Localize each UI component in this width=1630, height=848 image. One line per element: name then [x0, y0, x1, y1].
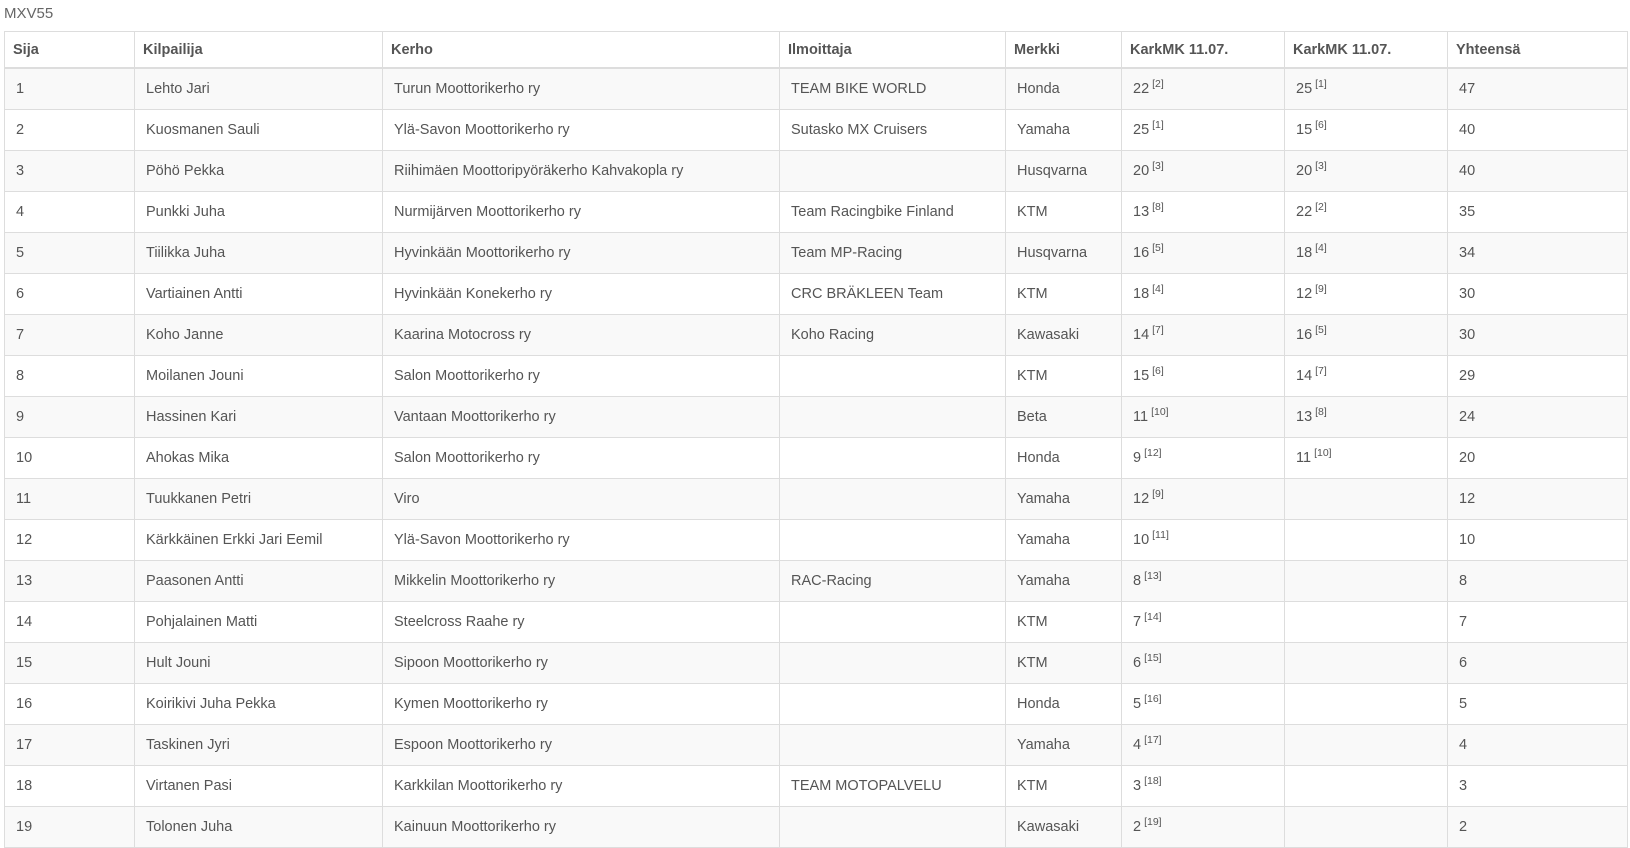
total-points-cell: 12 [1448, 479, 1628, 520]
table-row [5, 356, 1628, 397]
race-2-points-cell [1285, 68, 1448, 110]
race-points: 18 [1133, 286, 1150, 302]
entrant-cell: RAC-Racing [780, 561, 1006, 602]
race-1-points-cell [1122, 766, 1285, 807]
club-cell: Viro [383, 479, 780, 520]
race-1-points-cell [1122, 684, 1285, 725]
race-points: 22 [1296, 204, 1313, 220]
entrant-cell: Koho Racing [780, 315, 1006, 356]
rank-cell: 18 [5, 766, 135, 807]
race-1-points-cell [1122, 192, 1285, 233]
table-row [5, 151, 1628, 192]
race-position: [7] [1152, 324, 1164, 337]
race-points: 18 [1296, 245, 1313, 261]
race-position: [19] [1144, 816, 1162, 829]
total-points-cell: 40 [1448, 110, 1628, 151]
race-position: [17] [1144, 734, 1162, 747]
total-points-cell: 29 [1448, 356, 1628, 397]
race-points: 16 [1296, 327, 1313, 343]
brand-cell: Yamaha [1006, 561, 1122, 602]
club-cell: Steelcross Raahe ry [383, 602, 780, 643]
race-1-points-cell [1122, 602, 1285, 643]
race-position: [8] [1152, 201, 1164, 214]
rank-cell: 16 [5, 684, 135, 725]
race-points: 13 [1296, 409, 1313, 425]
race-points: 14 [1133, 327, 1150, 343]
entrant-cell [780, 643, 1006, 684]
brand-cell: KTM [1006, 274, 1122, 315]
table-row [5, 520, 1628, 561]
table-row [5, 602, 1628, 643]
rank-cell: 5 [5, 233, 135, 274]
brand-cell: Kawasaki [1006, 807, 1122, 848]
rider-name-cell: Tuukkanen Petri [135, 479, 383, 520]
entrant-cell [780, 684, 1006, 725]
column-header-merkki[interactable]: Merkki [1006, 32, 1122, 69]
race-points: 3 [1133, 778, 1142, 794]
club-cell: Hyvinkään Moottorikerho ry [383, 233, 780, 274]
rank-cell: 12 [5, 520, 135, 561]
race-2-points-cell [1285, 479, 1448, 520]
rider-name-cell: Paasonen Antti [135, 561, 383, 602]
entrant-cell: TEAM MOTOPALVELU [780, 766, 1006, 807]
club-cell: Ylä-Savon Moottorikerho ry [383, 520, 780, 561]
table-row [5, 192, 1628, 233]
race-2-points-cell [1285, 520, 1448, 561]
race-position: [9] [1315, 283, 1327, 296]
rank-cell: 15 [5, 643, 135, 684]
race-points: 11 [1296, 450, 1312, 466]
race-2-points-cell [1285, 192, 1448, 233]
results-table [4, 31, 1628, 848]
column-header-yhteensa[interactable]: Yhteensä [1448, 32, 1628, 69]
entrant-cell [780, 725, 1006, 766]
rank-cell: 11 [5, 479, 135, 520]
club-cell: Kainuun Moottorikerho ry [383, 807, 780, 848]
club-cell: Mikkelin Moottorikerho ry [383, 561, 780, 602]
brand-cell: Beta [1006, 397, 1122, 438]
rider-name-cell: Koirikivi Juha Pekka [135, 684, 383, 725]
race-points: 13 [1133, 204, 1150, 220]
rank-cell: 10 [5, 438, 135, 479]
rank-cell: 19 [5, 807, 135, 848]
club-cell: Karkkilan Moottorikerho ry [383, 766, 780, 807]
total-points-cell: 7 [1448, 602, 1628, 643]
table-row [5, 315, 1628, 356]
total-points-cell: 24 [1448, 397, 1628, 438]
race-points: 12 [1133, 491, 1150, 507]
brand-cell: KTM [1006, 643, 1122, 684]
column-header-race-1[interactable]: KarkMK 11.07. [1122, 32, 1285, 69]
race-2-points-cell [1285, 807, 1448, 848]
entrant-cell [780, 807, 1006, 848]
race-points: 22 [1133, 81, 1150, 97]
race-1-points-cell [1122, 479, 1285, 520]
total-points-cell: 35 [1448, 192, 1628, 233]
race-2-points-cell [1285, 602, 1448, 643]
race-position: [1] [1152, 119, 1164, 132]
race-points: 16 [1133, 245, 1150, 261]
rider-name-cell: Punkki Juha [135, 192, 383, 233]
race-1-points-cell [1122, 561, 1285, 602]
total-points-cell: 10 [1448, 520, 1628, 561]
rider-name-cell: Virtanen Pasi [135, 766, 383, 807]
entrant-cell [780, 520, 1006, 561]
rider-name-cell: Pohjalainen Matti [135, 602, 383, 643]
rider-name-cell: Hassinen Kari [135, 397, 383, 438]
table-row [5, 274, 1628, 315]
column-header-kerho[interactable]: Kerho [383, 32, 780, 69]
rank-cell: 4 [5, 192, 135, 233]
race-position: [2] [1315, 201, 1327, 214]
brand-cell: Honda [1006, 684, 1122, 725]
total-points-cell: 30 [1448, 315, 1628, 356]
total-points-cell: 40 [1448, 151, 1628, 192]
race-points: 20 [1296, 163, 1313, 179]
entrant-cell [780, 397, 1006, 438]
race-points: 6 [1133, 655, 1142, 671]
brand-cell: Yamaha [1006, 110, 1122, 151]
race-2-points-cell [1285, 766, 1448, 807]
race-2-points-cell [1285, 397, 1448, 438]
race-1-points-cell [1122, 807, 1285, 848]
rank-cell: 3 [5, 151, 135, 192]
race-1-points-cell [1122, 397, 1285, 438]
entrant-cell: Team MP-Racing [780, 233, 1006, 274]
race-points: 14 [1296, 368, 1313, 384]
race-position: [2] [1152, 78, 1164, 91]
column-header-kilpailija[interactable]: Kilpailija [135, 32, 383, 69]
club-cell: Kymen Moottorikerho ry [383, 684, 780, 725]
race-points: 15 [1296, 122, 1313, 138]
race-position: [5] [1152, 242, 1164, 255]
column-header-ilmoittaja[interactable]: Ilmoittaja [780, 32, 1006, 69]
table-row [5, 110, 1628, 151]
race-points: 9 [1133, 450, 1142, 466]
race-position: [6] [1152, 365, 1164, 378]
race-1-points-cell [1122, 151, 1285, 192]
race-points: 25 [1296, 81, 1313, 97]
race-position: [5] [1315, 324, 1327, 337]
brand-cell: KTM [1006, 192, 1122, 233]
race-position: [11] [1152, 529, 1169, 542]
race-position: [9] [1152, 488, 1164, 501]
club-cell: Turun Moottorikerho ry [383, 68, 780, 110]
race-position: [13] [1144, 570, 1162, 583]
race-1-points-cell [1122, 110, 1285, 151]
table-row [5, 68, 1628, 110]
race-position: [4] [1315, 242, 1327, 255]
total-points-cell: 47 [1448, 68, 1628, 110]
race-position: [3] [1152, 160, 1164, 173]
rider-name-cell: Tiilikka Juha [135, 233, 383, 274]
entrant-cell: TEAM BIKE WORLD [780, 68, 1006, 110]
race-position: [6] [1315, 119, 1327, 132]
race-2-points-cell [1285, 233, 1448, 274]
rider-name-cell: Pöhö Pekka [135, 151, 383, 192]
race-2-points-cell [1285, 110, 1448, 151]
race-points: 4 [1133, 737, 1142, 753]
total-points-cell: 8 [1448, 561, 1628, 602]
race-2-points-cell [1285, 315, 1448, 356]
column-header-race-2[interactable]: KarkMK 11.07. [1285, 32, 1448, 69]
total-points-cell: 5 [1448, 684, 1628, 725]
rank-cell: 14 [5, 602, 135, 643]
rank-cell: 7 [5, 315, 135, 356]
race-points: 2 [1133, 819, 1142, 835]
entrant-cell [780, 151, 1006, 192]
header-row [5, 32, 1628, 69]
club-cell: Hyvinkään Konekerho ry [383, 274, 780, 315]
total-points-cell: 20 [1448, 438, 1628, 479]
race-1-points-cell [1122, 356, 1285, 397]
entrant-cell [780, 602, 1006, 643]
results-body [5, 68, 1628, 848]
race-points: 8 [1133, 573, 1142, 589]
rider-name-cell: Koho Janne [135, 315, 383, 356]
race-points: 10 [1133, 532, 1150, 548]
table-row [5, 479, 1628, 520]
rider-name-cell: Lehto Jari [135, 68, 383, 110]
race-position: [15] [1144, 652, 1162, 665]
race-1-points-cell [1122, 725, 1285, 766]
race-points: 12 [1296, 286, 1313, 302]
results-caption: MXV55 [4, 5, 54, 22]
brand-cell: Honda [1006, 68, 1122, 110]
column-header-sija[interactable]: Sija [5, 32, 135, 69]
race-2-points-cell [1285, 725, 1448, 766]
brand-cell: KTM [1006, 602, 1122, 643]
rider-name-cell: Kärkkäinen Erkki Jari Eemil [135, 520, 383, 561]
race-1-points-cell [1122, 274, 1285, 315]
race-position: [12] [1144, 447, 1162, 460]
race-points: 7 [1133, 614, 1142, 630]
race-2-points-cell [1285, 274, 1448, 315]
rank-cell: 13 [5, 561, 135, 602]
brand-cell: KTM [1006, 356, 1122, 397]
race-points: 20 [1133, 163, 1150, 179]
race-2-points-cell [1285, 438, 1448, 479]
total-points-cell: 6 [1448, 643, 1628, 684]
race-2-points-cell [1285, 151, 1448, 192]
race-1-points-cell [1122, 315, 1285, 356]
race-points: 15 [1133, 368, 1150, 384]
club-cell: Kaarina Motocross ry [383, 315, 780, 356]
table-row [5, 766, 1628, 807]
race-1-points-cell [1122, 643, 1285, 684]
race-1-points-cell [1122, 438, 1285, 479]
club-cell: Ylä-Savon Moottorikerho ry [383, 110, 780, 151]
race-position: [16] [1144, 693, 1162, 706]
brand-cell: Kawasaki [1006, 315, 1122, 356]
race-2-points-cell [1285, 684, 1448, 725]
total-points-cell: 34 [1448, 233, 1628, 274]
entrant-cell [780, 438, 1006, 479]
brand-cell: Yamaha [1006, 520, 1122, 561]
race-position: [10] [1151, 406, 1169, 419]
rider-name-cell: Tolonen Juha [135, 807, 383, 848]
rank-cell: 2 [5, 110, 135, 151]
brand-cell: Honda [1006, 438, 1122, 479]
entrant-cell: Sutasko MX Cruisers [780, 110, 1006, 151]
total-points-cell: 4 [1448, 725, 1628, 766]
rank-cell: 1 [5, 68, 135, 110]
table-row [5, 438, 1628, 479]
race-position: [10] [1314, 447, 1332, 460]
rank-cell: 6 [5, 274, 135, 315]
brand-cell: Yamaha [1006, 725, 1122, 766]
table-row [5, 397, 1628, 438]
total-points-cell: 2 [1448, 807, 1628, 848]
entrant-cell [780, 356, 1006, 397]
rider-name-cell: Moilanen Jouni [135, 356, 383, 397]
table-row [5, 807, 1628, 848]
table-row [5, 643, 1628, 684]
rider-name-cell: Kuosmanen Sauli [135, 110, 383, 151]
race-2-points-cell [1285, 561, 1448, 602]
race-1-points-cell [1122, 68, 1285, 110]
brand-cell: Yamaha [1006, 479, 1122, 520]
table-row [5, 233, 1628, 274]
race-position: [1] [1315, 78, 1327, 91]
race-points: 11 [1133, 409, 1149, 425]
race-1-points-cell [1122, 233, 1285, 274]
brand-cell: KTM [1006, 766, 1122, 807]
table-row [5, 684, 1628, 725]
race-position: [7] [1315, 365, 1327, 378]
club-cell: Salon Moottorikerho ry [383, 438, 780, 479]
table-row [5, 561, 1628, 602]
club-cell: Salon Moottorikerho ry [383, 356, 780, 397]
club-cell: Riihimäen Moottoripyöräkerho Kahvakopla ry [383, 151, 780, 192]
total-points-cell: 3 [1448, 766, 1628, 807]
entrant-cell: Team Racingbike Finland [780, 192, 1006, 233]
total-points-cell: 30 [1448, 274, 1628, 315]
club-cell: Vantaan Moottorikerho ry [383, 397, 780, 438]
race-position: [8] [1315, 406, 1327, 419]
rider-name-cell: Ahokas Mika [135, 438, 383, 479]
race-position: [3] [1315, 160, 1327, 173]
race-1-points-cell [1122, 520, 1285, 561]
brand-cell: Husqvarna [1006, 151, 1122, 192]
rider-name-cell: Taskinen Jyri [135, 725, 383, 766]
club-cell: Sipoon Moottorikerho ry [383, 643, 780, 684]
race-position: [18] [1144, 775, 1162, 788]
race-2-points-cell [1285, 356, 1448, 397]
rank-cell: 9 [5, 397, 135, 438]
race-points: 5 [1133, 696, 1142, 712]
entrant-cell [780, 479, 1006, 520]
brand-cell: Husqvarna [1006, 233, 1122, 274]
rider-name-cell: Vartiainen Antti [135, 274, 383, 315]
club-cell: Espoon Moottorikerho ry [383, 725, 780, 766]
race-points: 25 [1133, 122, 1150, 138]
race-2-points-cell [1285, 643, 1448, 684]
rank-cell: 17 [5, 725, 135, 766]
race-position: [14] [1144, 611, 1162, 624]
club-cell: Nurmijärven Moottorikerho ry [383, 192, 780, 233]
race-position: [4] [1152, 283, 1164, 296]
rider-name-cell: Hult Jouni [135, 643, 383, 684]
rank-cell: 8 [5, 356, 135, 397]
table-row [5, 725, 1628, 766]
entrant-cell: CRC BRÄKLEEN Team [780, 274, 1006, 315]
